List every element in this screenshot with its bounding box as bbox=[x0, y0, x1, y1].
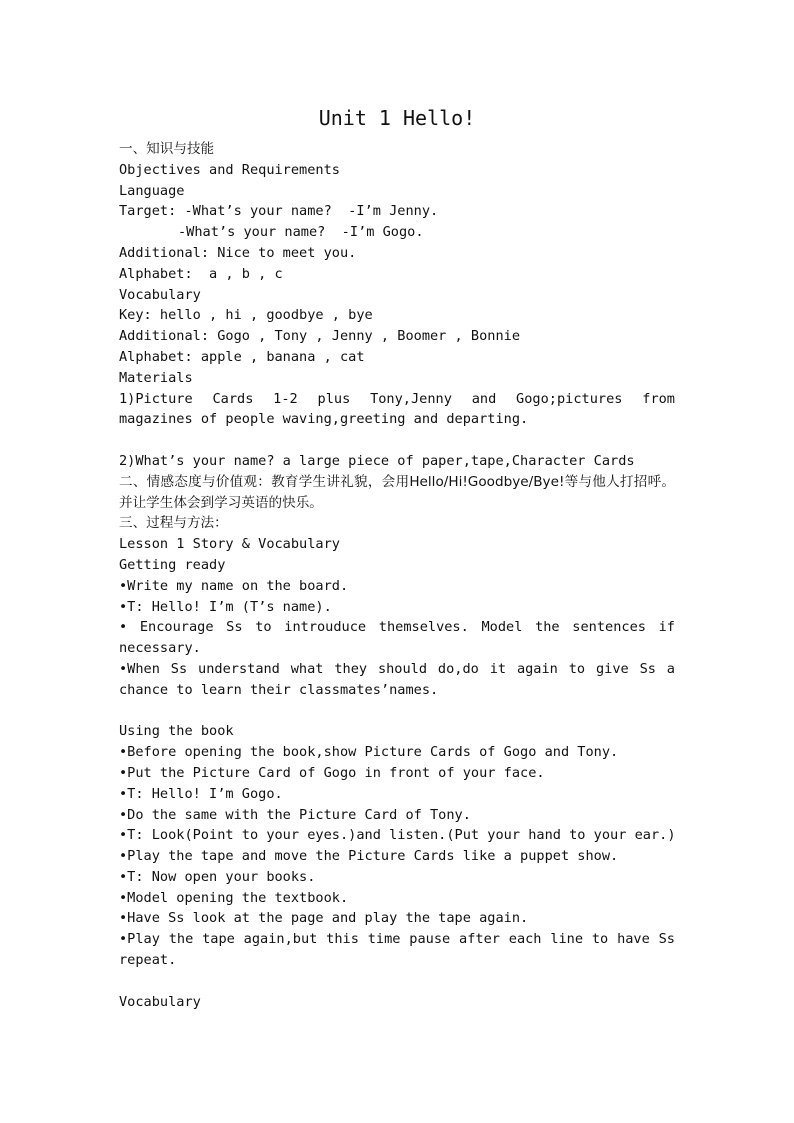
blank-line bbox=[119, 971, 675, 992]
document-body bbox=[119, 139, 675, 1012]
text-line: Vocabulary bbox=[119, 286, 201, 303]
list-item: •T: Hello! I’m Gogo. bbox=[119, 785, 283, 802]
text-line: Target: -What’s your name? -I’m Jenny. bbox=[119, 203, 439, 220]
blank-line bbox=[119, 701, 675, 722]
blank-line bbox=[119, 430, 675, 451]
text-line: Additional: Gogo , Tony , Jenny , Boomer , Bonnie bbox=[119, 328, 521, 345]
list-item: •Model opening the textbook. bbox=[119, 889, 349, 906]
list-item: •Have Ss look at the page and play the tape again. bbox=[119, 910, 529, 927]
list-item: •Play the tape and move the Picture Cards like a puppet show. bbox=[119, 848, 619, 865]
list-item: •T: Hello! I’m (T’s name). bbox=[119, 598, 332, 615]
text-line: Lesson 1 Story & Vocabulary bbox=[119, 536, 340, 553]
list-item: •T: Now open your books. bbox=[119, 868, 316, 885]
text-line: -What’s your name? -I’m Gogo. bbox=[178, 224, 424, 241]
text-line: Using the book bbox=[119, 723, 234, 740]
text-line: Key: hello , hi , goodbye , bye bbox=[119, 307, 373, 324]
list-item: • Encourage Ss to introuduce themselves. Model the sentences if necessary. bbox=[119, 619, 675, 657]
section-heading-process: 三、过程与方法： bbox=[119, 515, 228, 532]
text-line: Alphabet: apple , banana , cat bbox=[119, 348, 365, 365]
list-item: •Write my name on the board. bbox=[119, 577, 349, 594]
list-item: •Before opening the book,show Picture Cards of Gogo and Tony. bbox=[119, 744, 619, 761]
list-item: •T: Look(Point to your eyes.)and listen.(Put your hand to your ear.) bbox=[119, 827, 676, 844]
section-heading-knowledge: 一、知识与技能 bbox=[119, 141, 215, 157]
section-heading-values: 二、情感态度与价值观：教育学生讲礼貌，会用Hello/Hi!Goodbye/Bye!等与他人打招呼。并让学生体会到学习英语的快乐。 bbox=[119, 473, 675, 511]
text-line: Objectives and Requirements bbox=[119, 161, 340, 178]
text-line: Alphabet: a , b , c bbox=[119, 265, 283, 282]
list-item: •Play the tape again,but this time pause after each line to have Ss repeat. bbox=[119, 931, 675, 969]
text-line: Vocabulary bbox=[119, 993, 201, 1010]
text-line: Materials bbox=[119, 369, 193, 386]
text-line: Getting ready bbox=[119, 556, 226, 573]
document-title: Unit 1 Hello! bbox=[318, 106, 476, 130]
list-item: •When Ss understand what they should do,do it again to give Ss a chance to learn their classmates’names. bbox=[119, 660, 675, 698]
list-item: •Put the Picture Card of Gogo in front of your face. bbox=[119, 764, 545, 781]
text-line: 2)What’s your name? a large piece of paper,tape,Character Cards bbox=[119, 452, 635, 469]
paragraph: 1)Picture Cards 1-2 plus Tony,Jenny and Gogo;pictures from magazines of people waving,greeting and departing. bbox=[119, 390, 675, 428]
text-line: Language bbox=[119, 182, 185, 199]
text-line: Additional: Nice to meet you. bbox=[119, 244, 357, 261]
list-item: •Do the same with the Picture Card of Tony. bbox=[119, 806, 471, 823]
